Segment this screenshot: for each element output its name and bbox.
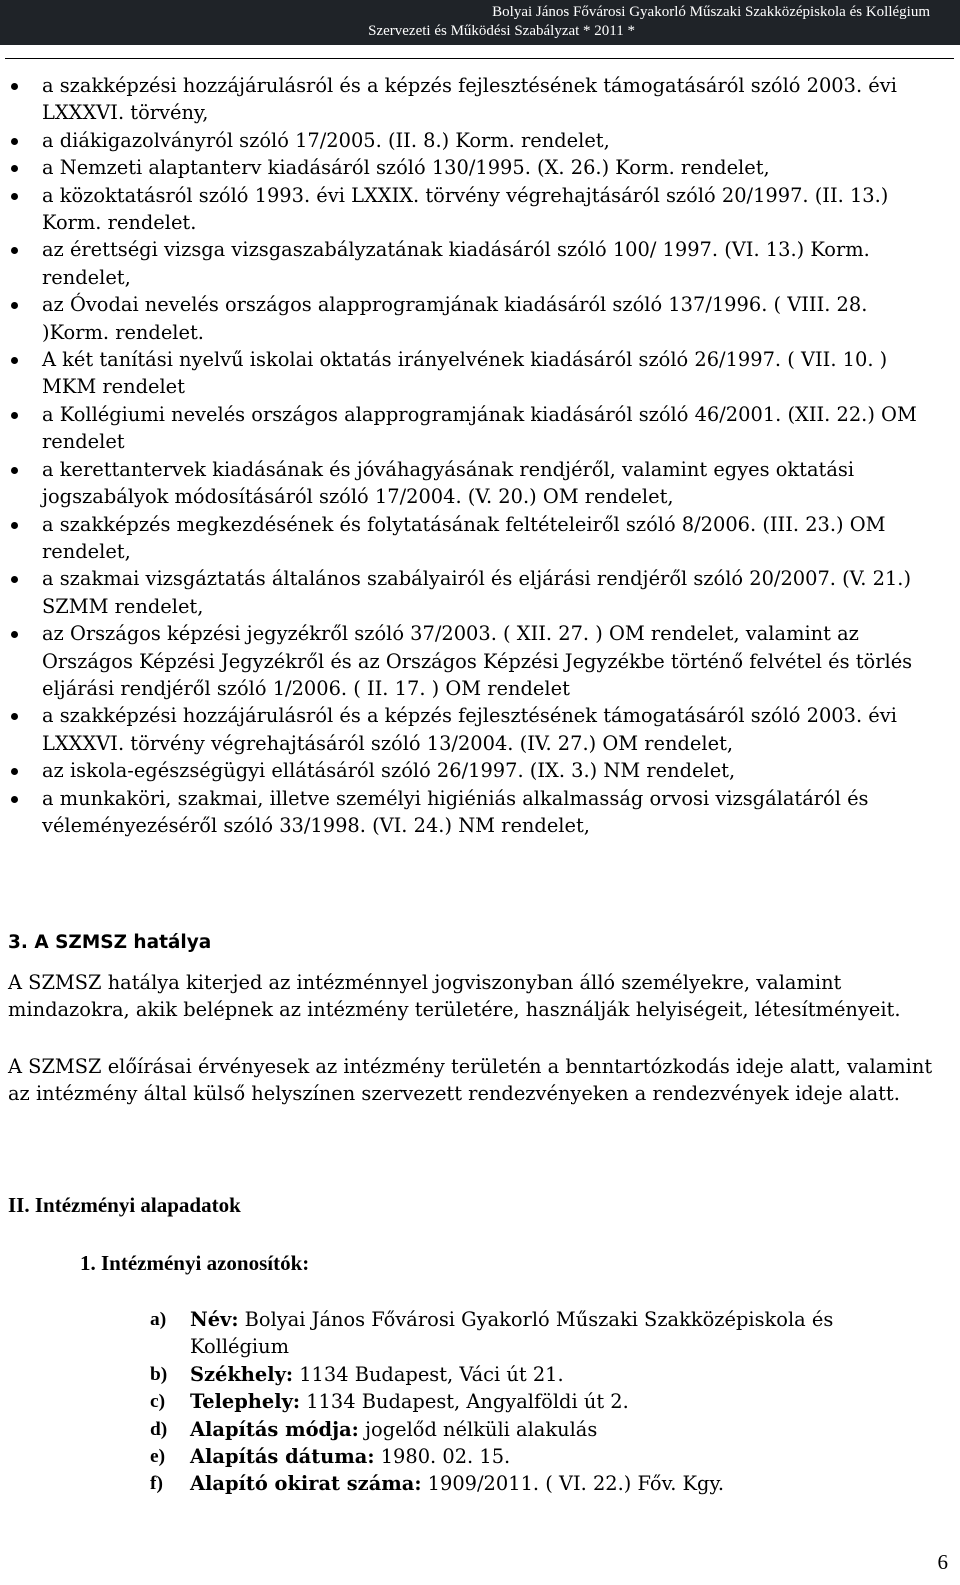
list-item <box>150 1416 910 1443</box>
list-item <box>150 1443 910 1470</box>
bullet-icon <box>11 165 18 172</box>
list-item: a szakképzés megkezdésének és folytatásának feltételeiről szóló 8/2006. (III. 23.) OM rendelet, <box>0 511 935 566</box>
bullet-icon <box>11 713 18 720</box>
section-heading-scope: 3. A SZMSZ hatálya <box>8 932 212 953</box>
chapter-heading: II. Intézményi alapadatok <box>8 1193 241 1217</box>
list-item: a szakképzési hozzájárulásról és a képzés fejlesztésének támogatásáról szóló 2003. évi LXXXVI. törvény végrehajtásáról szóló 13/2004. (IV. 27.) OM rendelet, <box>0 702 935 757</box>
list-item <box>150 1388 910 1415</box>
list-item: a szakmai vizsgáztatás általános szabályairól és eljárási rendjéről szóló 20/2007. (V. 21.) SZMM rendelet, <box>0 565 935 620</box>
bullet-icon <box>11 467 18 474</box>
item-value: 1134 Budapest, Váci út 21. <box>299 1362 564 1386</box>
bullet-icon <box>11 631 18 638</box>
header-divider <box>5 58 954 59</box>
list-item: a kerettantervek kiadásának és jóváhagyásának rendjéről, valamint egyes oktatási jogszabályok módosításáról szóló 17/2004. (V. 20.) OM rendelet, <box>0 456 935 511</box>
identifier-list <box>150 1306 910 1498</box>
list-item: a szakképzési hozzájárulásról és a képzés fejlesztésének támogatásáról szóló 2003. évi LXXXVI. törvény, <box>0 72 935 127</box>
bullet-icon <box>11 412 18 419</box>
item-label: Alapító okirat száma: <box>190 1472 422 1496</box>
item-letter: b) <box>150 1363 168 1385</box>
bullet-icon <box>11 576 18 583</box>
header-school-name: Bolyai János Fővárosi Gyakorló Műszaki Szakközépiskola és Kollégium <box>492 4 930 20</box>
bullet-icon <box>11 302 18 309</box>
scope-paragraph-1: A SZMSZ hatálya kiterjed az intézménnyel jogviszonyban álló személyekre, valamint mindazokra, akik belépnek az intézmény területére, használják helyiségeit, létesítményeit. <box>8 971 901 1022</box>
item-letter: a) <box>150 1309 167 1330</box>
bullet-icon <box>11 357 18 364</box>
item-value: 1909/2011. ( VI. 22.) Főv. Kgy. <box>427 1472 725 1496</box>
bullet-icon <box>11 138 18 145</box>
page-number: 6 <box>937 1550 948 1574</box>
item-letter: c) <box>150 1391 166 1413</box>
list-item: az Óvodai nevelés országos alapprogramjának kiadásáról szóló 137/1996. ( VIII. 28. )Korm. rendelet. <box>0 291 935 346</box>
law-list <box>0 72 935 839</box>
list-item: az Országos képzési jegyzékről szóló 37/2003. ( XII. 27. ) OM rendelet, valamint az Országos Képzési Jegyzékről és az Országos Képzési Jegyzékbe történő felvétel és törlés eljárási rendjéről szóló 1/2006. ( II. 17. ) OM rendelet <box>0 620 935 702</box>
bullet-icon <box>11 768 18 775</box>
item-label: Alapítás dátuma: <box>190 1445 375 1469</box>
list-item: a munkaköri, szakmai, illetve személyi higiéniás alkalmasság orvosi vizsgálatáról és véleményezéséről szóló 33/1998. (VI. 24.) NM rendelet, <box>0 785 935 840</box>
list-item <box>150 1470 910 1497</box>
list-item <box>150 1306 910 1361</box>
header-document-title: Szervezeti és Működési Szabályzat * 2011 * <box>368 23 635 39</box>
list-item: A két tanítási nyelvű iskolai oktatás irányelvének kiadásáról szóló 26/1997. ( VII. 10. ) MKM rendelet <box>0 346 935 401</box>
item-value: 1134 Budapest, Angyalföldi út 2. <box>306 1390 629 1414</box>
list-item <box>150 1361 910 1388</box>
item-label: Név: <box>190 1308 239 1331</box>
item-letter: d) <box>150 1418 168 1440</box>
item-letter: f) <box>150 1473 163 1495</box>
list-item: az érettségi vizsga vizsgaszabályzatának kiadásáról szóló 100/ 1997. (VI. 13.) Korm. rendelet, <box>0 236 935 291</box>
item-letter: e) <box>150 1446 166 1468</box>
item-value: jogelőd nélküli alakulás <box>365 1417 598 1441</box>
item-value: 1980. 02. 15. <box>380 1445 511 1469</box>
item-value: Bolyai János Fővárosi Gyakorló Műszaki Szakközépiskola és Kollégium <box>190 1308 834 1359</box>
list-item: a Nemzeti alaptanterv kiadásáról szóló 130/1995. (X. 26.) Korm. rendelet, <box>0 154 935 181</box>
bullet-icon <box>11 247 18 254</box>
item-label: Alapítás módja: <box>190 1417 359 1441</box>
page-header <box>0 0 960 45</box>
subsection-heading: 1. Intézményi azonosítók: <box>80 1251 310 1275</box>
list-item: a Kollégiumi nevelés országos alapprogramjának kiadásáról szóló 46/2001. (XII. 22.) OM rendelet <box>0 401 935 456</box>
list-item: a diákigazolványról szóló 17/2005. (II. 8.) Korm. rendelet, <box>0 127 935 154</box>
bullet-icon <box>11 83 18 90</box>
bullet-icon <box>11 522 18 529</box>
list-item: az iskola-egészségügyi ellátásáról szóló 26/1997. (IX. 3.) NM rendelet, <box>0 757 935 784</box>
item-label: Székhely: <box>190 1362 294 1386</box>
list-item: a közoktatásról szóló 1993. évi LXXIX. törvény végrehajtásáról szóló 20/1997. (II. 13.) Korm. rendelet. <box>0 182 935 237</box>
bullet-icon <box>11 193 18 200</box>
bullet-icon <box>11 796 18 803</box>
item-label: Telephely: <box>190 1390 301 1414</box>
scope-paragraph-2: A SZMSZ előírásai érvényesek az intézmény területén a benntartózkodás ideje alatt, valamint az intézmény által külső helyszínen szervezett rendezvényeken a rendezvények ideje alatt. <box>8 1055 933 1106</box>
